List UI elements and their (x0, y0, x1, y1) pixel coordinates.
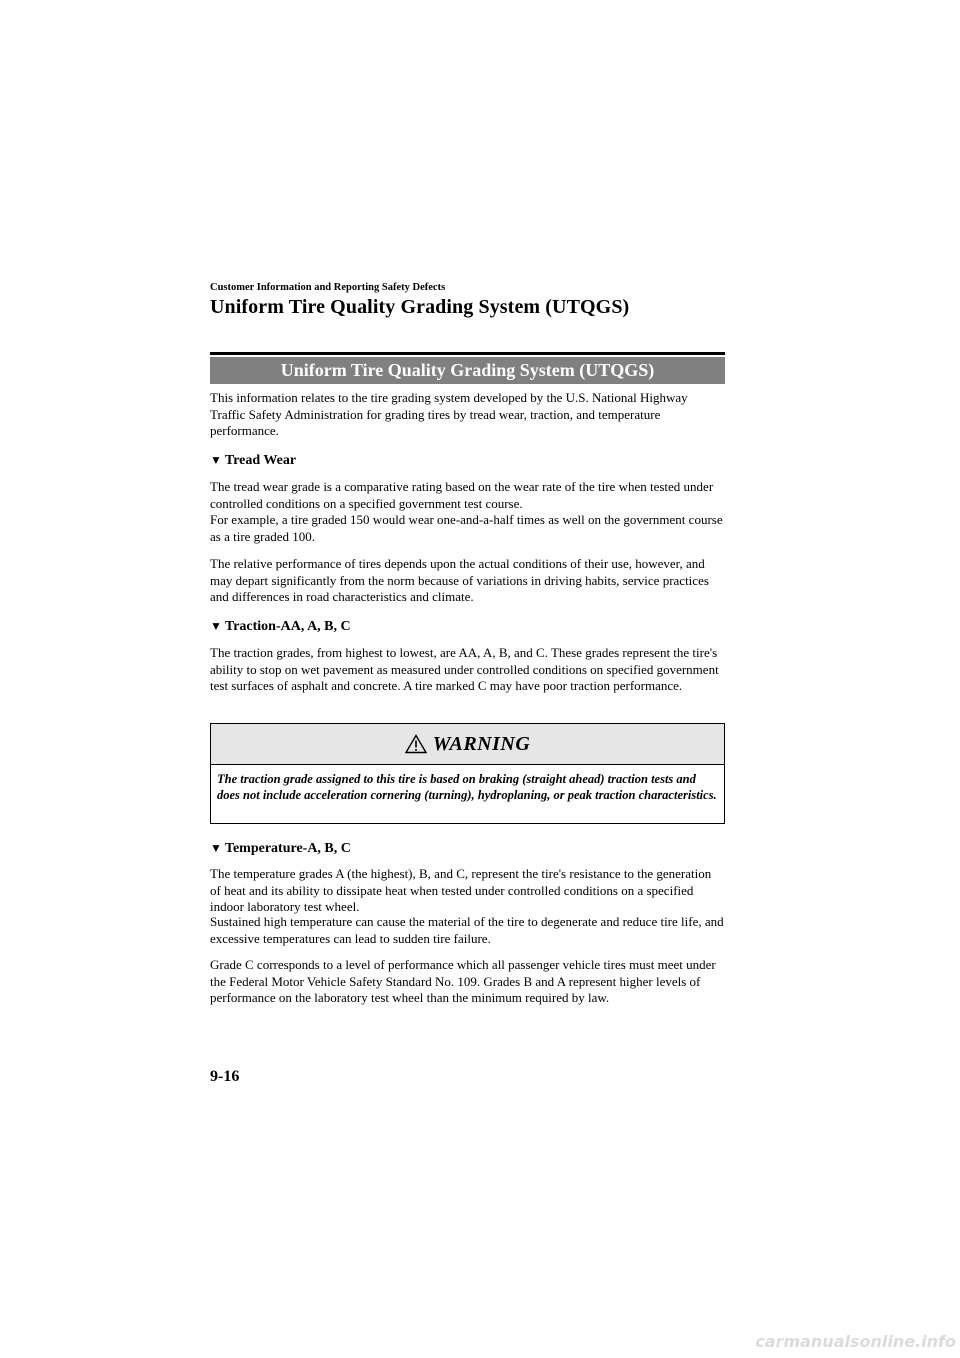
warning-box (210, 723, 725, 824)
tread-wear-heading-text: Tread Wear (224, 453, 297, 468)
section-label: Customer Information and Reporting Safety Defects (210, 282, 446, 293)
watermark (755, 1332, 956, 1354)
temperature-heading (210, 841, 351, 857)
tread-wear-paragraph-2: For example, a tire graded 150 would wear one-and-a-half times as well on the government course as a tire graded 100. (210, 512, 723, 544)
warning-text: The traction grade assigned to this tire is based on braking (straight ahead) traction tests and does not include acceleration cornering (turning), hydroplaning, or peak traction characteristics. (217, 772, 717, 802)
warning-triangle-icon (405, 734, 427, 754)
traction-heading (210, 619, 351, 635)
tread-wear-paragraph-3: The relative performance of tires depends upon the actual conditions of their use, however, and may depart significantly from the norm because of variations in driving habits, service practices and differences in road characteristics and climate. (210, 556, 709, 605)
warning-header (211, 724, 724, 765)
temperature-paragraph-3: Grade C corresponds to a level of performance which all passenger vehicle tires must meet under the Federal Motor Vehicle Safety Standard No. 109. Grades B and A represent higher levels of performance on the laboratory test wheel than the minimum required by law. (210, 957, 716, 1006)
tread-wear-paragraph-1: The tread wear grade is a comparative rating based on the wear rate of the tire when tested under controlled conditions on a specified government test course. (210, 479, 714, 511)
watermark-text: carmanualsonline.info (755, 1332, 956, 1351)
intro-paragraph: This information relates to the tire grading system developed by the U.S. National Highway Traffic Safety Administration for grading tires by tread wear, traction, and temperature performance. (210, 390, 688, 439)
page-number: 9-16 (210, 1068, 240, 1085)
temperature-paragraph-2: Sustained high temperature can cause the material of the tire to degenerate and reduce tire life, and excessive temperatures can lead to sudden tire failure. (210, 914, 724, 946)
title-rule (210, 352, 725, 355)
traction-heading-text: Traction-AA, A, B, C (224, 619, 351, 634)
tread-wear-heading (210, 453, 296, 469)
triangle-marker-icon: ▼ (210, 619, 222, 633)
triangle-marker-icon: ▼ (210, 453, 222, 467)
section-banner: Uniform Tire Quality Grading System (UTQGS) (210, 357, 725, 384)
temperature-paragraph-1: The temperature grades A (the highest), B, and C, represent the tire's resistance to the generation of heat and its ability to dissipate heat when tested under controlled conditions on a specified indoor laboratory test wheel. (210, 866, 712, 915)
traction-paragraph: The traction grades, from highest to lowest, are AA, A, B, and C. These grades represent the tire's ability to stop on wet pavement as measured under controlled conditions on specified government test surfaces of asphalt and concrete. A tire marked C may have poor traction performance. (210, 645, 719, 694)
manual-page (210, 0, 725, 1358)
page-title: Uniform Tire Quality Grading System (UTQGS) (210, 296, 630, 318)
warning-label: WARNING (432, 732, 531, 755)
triangle-marker-icon: ▼ (210, 841, 222, 855)
temperature-heading-text: Temperature-A, B, C (224, 841, 351, 856)
